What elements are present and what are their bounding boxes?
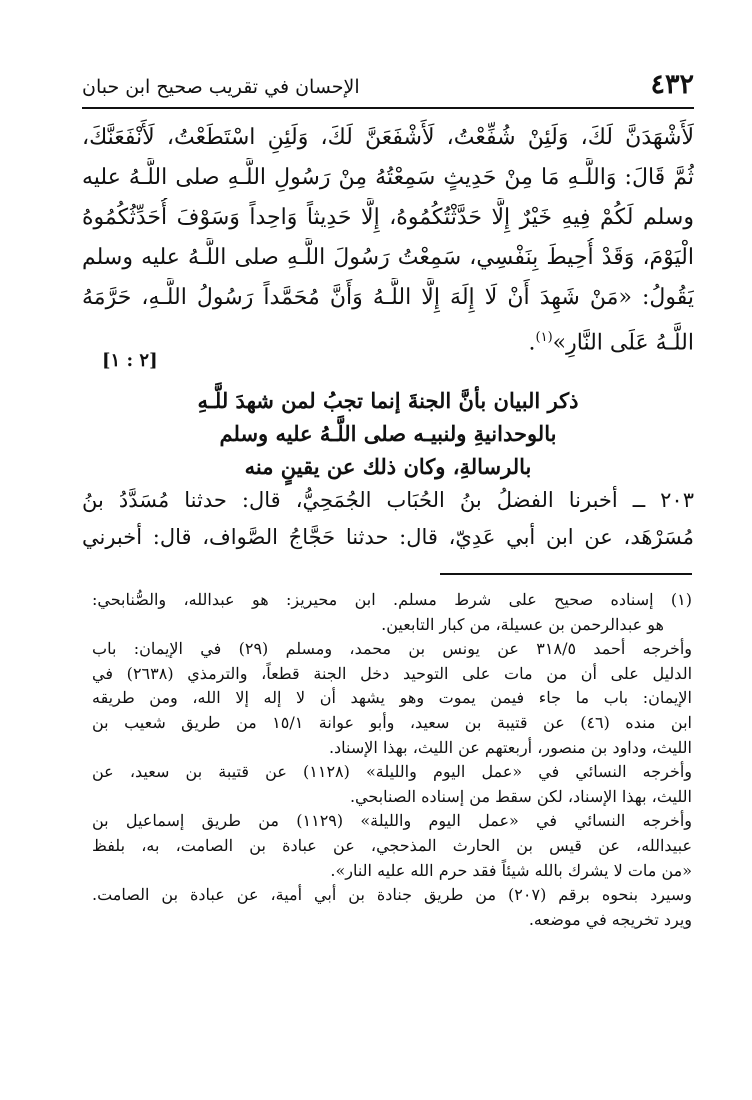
footnote-line: الليث، بهذا الإسناد، لكن سقط من إسناده الصنابحي. [349, 786, 692, 806]
page-header [82, 68, 694, 104]
chapter-heading [82, 384, 694, 483]
footnote-line: ويرد تخريجه في موضعه. [528, 909, 692, 929]
main-text-line: اللَّـهُ عَلَى النَّارِ» [552, 330, 694, 356]
footnote-marker: (١) [535, 330, 553, 345]
chapter-heading-line: بالرسالةِ، وكان ذلك عن يقينٍ منه [244, 454, 532, 479]
main-text-line: ثُمَّ قَالَ: وَاللَّـهِ مَا مِنْ حَدِيثٍ سَمِعْتُهُ مِنْ رَسُولِ اللَّـهِ صلى اللَّـهُ عليه [82, 165, 694, 190]
footnote-line: وأخرجه النسائي في «عمل اليوم والليلة» (١١٢٩) من طريق إسماعيل بن [92, 811, 692, 831]
main-text-line: الْيَوْمَ، وَقَدْ أُحِيطَ بِنَفْسِي، سَمِعْتُ رَسُولَ اللَّـهِ صلى اللَّـهُ عليه وسلم [82, 245, 694, 270]
reference-code: [٢ : ١] [102, 350, 158, 371]
footnote-line: عبيدالله، عن قيس بن الحارث المذحجي، عن عبادة بن الصامت، به، بلفظ [92, 835, 692, 855]
main-text-line: يَقُولُ: «مَنْ شَهِدَ أَنْ لَا إِلَهَ إِلَّا اللَّـهُ وَأَنَّ مُحَمَّداً رَسُولُ اللَّـهِ، حَرَّمَهُ [82, 285, 694, 310]
chapter-heading-line: بالوحدانيةِ ولنبيـه صلى اللَّـهُ عليه وسلم [219, 421, 557, 446]
footnote-line: وسيرد بنحوه برقم (٢٠٧) من طريق جنادة بن أبي أمية، عن عبادة بن الصامت. [92, 885, 692, 905]
page-number: ٤٣٢ [650, 69, 694, 100]
footnote-line: «من مات لا يشرك بالله شيئاً فقد حرم الله عليه النار». [330, 860, 692, 880]
footnote-line: الإيمان: باب ما جاء فيمن يموت وهو يشهد أن لا إله إلا الله، ومن طريقه [92, 688, 692, 708]
main-text-line: لَأَشْهَدَنَّ لَكَ، وَلَئِنْ شُفِّعْتُ، لَأَشْفَعَنَّ لَكَ، وَلَئِنِ اسْتَطَعْتُ، لَأَنْفَعَنَّكَ، [82, 125, 694, 150]
footnote-line: الليث، وداود بن منصور، أربعتهم عن الليث، بهذا الإسناد. [328, 737, 692, 757]
hadith-line: ٢٠٣ ــ أخبرنا الفضلُ بنُ الحُبَاب الجُمَحِيُّ، قال: حدثنا مُسَدَّدُ بنُ [82, 488, 694, 512]
hadith-line: مُسَرْهَد، عن ابن أبي عَدِيّ، قال: حدثنا حَجَّاجُ الصَّواف، قال: أخبرني [82, 525, 694, 549]
footnote-line: وأخرجه أحمد ٣١٨/٥ عن يونس بن محمد، ومسلم (٢٩) في الإيمان: باب [92, 639, 692, 659]
footnote-line: هو عبدالرحمن بن عسيلة، من كبار التابعين. [381, 614, 664, 634]
footnote-line: ابن منده (٤٦) عن قتيبة بن سعيد، وأبو عوانة ١٥/١ من طريق شعيب بن [92, 712, 692, 732]
main-text-last-line: اللَّـهُ عَلَى النَّارِ»$^{(١)}$. [528, 330, 694, 356]
header-rule [82, 107, 694, 109]
footnote-line: الدليل على أن من مات على التوحيد دخل الجنة قطعاً، والترمذي (٢٦٣٨) في [92, 663, 692, 683]
footnote-line: وأخرجه النسائي في «عمل اليوم والليلة» (١١٢٨) عن قتيبة بن سعيد، عن [92, 762, 692, 782]
chapter-heading-line: ذكر البيان بأنَّ الجنةَ إنما تجبُ لمن شهدَ للَّـهِ [197, 388, 579, 413]
footnotes-block [92, 588, 692, 932]
footnote-separator [440, 573, 692, 575]
main-text-block [82, 118, 694, 358]
running-title: الإحسان في تقريب صحيح ابن حبان [82, 76, 360, 98]
main-text-line: وسلم لَكُمْ فِيهِ خَيْرٌ إِلَّا حَدَّثْتُكُمُوهُ، إِلَّا حَدِيثاً وَاحِداً وَسَوْفَ أُحَدِّثُكُمُوهُ [82, 205, 694, 230]
hadith-block [82, 482, 694, 556]
footnote-line: (١) إسناده صحيح على شرط مسلم. ابن محيريز: هو عبدالله، والصُّنابحي: [92, 590, 692, 609]
